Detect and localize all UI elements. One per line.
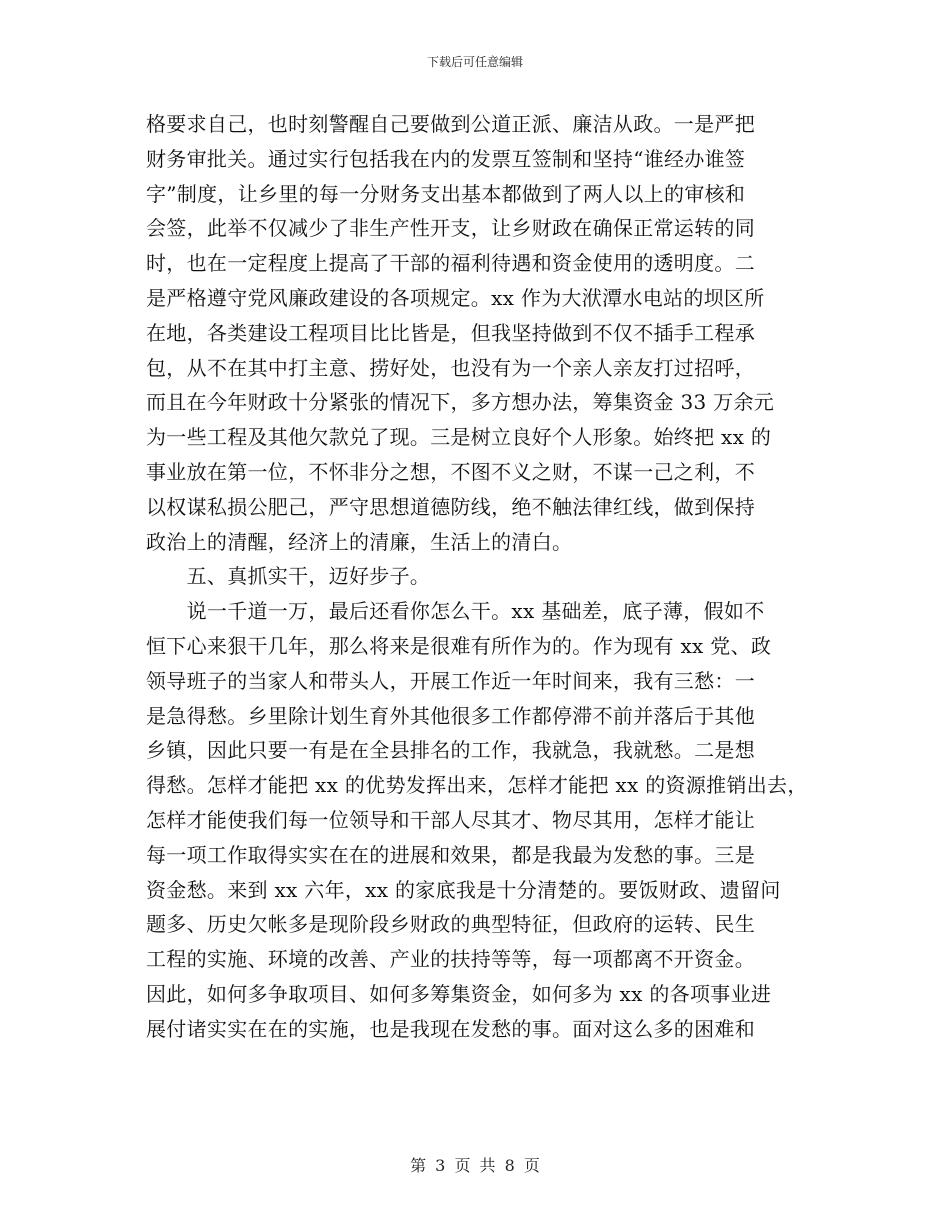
text-line: 是急得愁。乡里除计划生育外其他很多工作都停滞不前并落后于其他	[146, 703, 755, 728]
page-header-note: 下载后可任意编辑	[426, 55, 523, 69]
text-line: 工程的实施、环境的改善、产业的扶持等等，每一项都离不开资金。	[146, 947, 755, 972]
document-body	[146, 107, 816, 1047]
text-line: 恒下心来狠干几年，那么将来是很难有所作为的。作为现有 xx 党、政	[146, 633, 772, 658]
text-line: 以权谋私损公肥己，严守思想道德防线，绝不触法律红线，做到保持	[146, 494, 755, 519]
text-line: 得愁。怎样才能把 xx 的优势发挥出来，怎样才能把 xx 的资源推销出去，	[146, 773, 808, 798]
text-line: 是严格遵守党风廉政建设的各项规定。xx 作为大洑潭水电站的坝区所	[146, 285, 765, 310]
text-line: 政治上的清醒，经济上的清廉，生活上的清白。	[146, 529, 573, 554]
text-line: 说一千道一万，最后还看你怎么干。xx 基础差，底子薄，假如不	[146, 599, 765, 624]
section-heading: 五、真抓实干，迈好步子。	[146, 564, 431, 589]
text-line: 在地，各类建设工程项目比比皆是，但我坚持做到不仅不插手工程承	[146, 320, 755, 345]
text-line: 领导班子的当家人和带头人，开展工作近一年时间来，我有三愁：一	[146, 668, 755, 693]
text-line: 乡镇，因此只要一有是在全县排名的工作，我就急，我就愁。二是想	[146, 738, 755, 763]
text-line: 时，也在一定程度上提高了干部的福利待遇和资金使用的透明度。二	[146, 251, 755, 276]
page-number: 第 3 页 共 8 页	[410, 1156, 540, 1175]
text-line: 每一项工作取得实实在在的进展和效果，都是我最为发愁的事。三是	[146, 842, 755, 867]
text-line: 而且在今年财政十分紧张的情况下，多方想办法，筹集资金 33 万余元	[146, 390, 775, 415]
text-line: 题多、历史欠帐多是现阶段乡财政的典型特征，但政府的运转、民生	[146, 912, 755, 937]
text-line: 事业放在第一位，不怀非分之想，不图不义之财，不谋一己之利，不	[146, 459, 755, 484]
text-line: 为一些工程及其他欠款兑了现。三是树立良好个人形象。始终把 xx 的	[146, 425, 772, 450]
text-line: 因此，如何多争取项目、如何多筹集资金，如何多为 xx 的各项事业进	[146, 981, 772, 1006]
text-line: 格要求自己，也时刻警醒自己要做到公道正派、廉洁从政。一是严把	[146, 112, 755, 136]
text-line: 包，从不在其中打主意、捞好处，也没有为一个亲人亲友打过招呼，	[146, 355, 755, 380]
text-line: 资金愁。来到 xx 六年，xx 的家底我是十分清楚的。要饭财政、遗留问	[146, 877, 781, 902]
text-line: 展付诸实实在在的实施，也是我现在发愁的事。面对这么多的困难和	[146, 1016, 755, 1041]
text-line: 字”制度，让乡里的每一分财务支出基本都做到了两人以上的审核和	[146, 181, 746, 206]
text-line: 会签，此举不仅减少了非生产性开支，让乡财政在确保正常运转的同	[146, 216, 755, 241]
text-line: 财务审批关。通过实行包括我在内的发票互签制和坚持“谁经办谁签	[146, 146, 746, 171]
text-line: 怎样才能使我们每一位领导和干部人尽其才、物尽其用，怎样才能让	[146, 807, 755, 832]
